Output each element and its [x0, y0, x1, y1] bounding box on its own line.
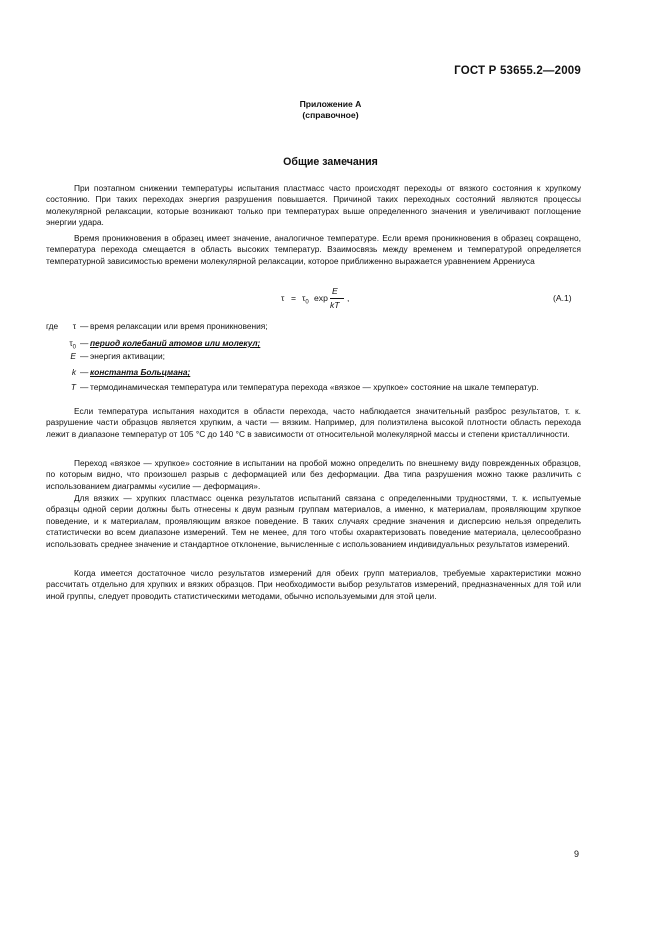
definition-symbol: τ	[72, 321, 76, 331]
formula-denominator: kT	[330, 300, 340, 310]
definition-symbol: k	[71, 367, 76, 377]
definition-text: период колебаний атомов или молекул;	[90, 338, 261, 348]
definition-dash: —	[80, 351, 89, 361]
paragraph-penetration-time: Время проникновения в образец имеет значение, аналогичное температуре. Если время проникновения в образец сокращено, температура перехода смещается в область высоких температур. Взаимосвязь между временем и температурой определяется температурной зависимостью времени молекулярной релаксации, которое приближенно выражается уравнением Аррениуса	[46, 233, 581, 266]
fraction-bar	[330, 298, 344, 299]
definition-text: время релаксации или время проникновения;	[90, 321, 268, 331]
annex-title: Приложение А	[299, 99, 362, 109]
paragraph-transitions: При поэтапном снижении температуры испытания пластмасс часто происходят переходы от вязкого состояния к хрупкому состоянию. При таких переходах энергия разрушения повышается. Причиной таких переходных состояний являются процессы молекулярной релаксации, которые возникают только при температурах выше определенного значения и увеличивают поглощение энергии удара.	[46, 183, 581, 228]
annex-note: (справочное)	[302, 110, 359, 120]
formula-lhs: τ	[281, 293, 285, 303]
page-number: 9	[574, 849, 580, 859]
formula-numerator: E	[332, 286, 338, 296]
definitions-list	[46, 321, 586, 391]
formula-exp: exp	[314, 293, 328, 303]
definitions-where: где	[46, 321, 59, 331]
formula-comma: ,	[347, 293, 350, 303]
definition-dash: —	[80, 338, 89, 348]
definition-dash: —	[80, 367, 89, 377]
paragraph-scatter: Если температура испытания находится в области перехода, часто наблюдается значительный разброс результатов, т. к. разрушение части образцов является хрупким, а части — вязким. Например, для полиэтилена высокой плотности область перехода лежит в диапазоне температур от 105 °С до 140 °С в зависимости от относительной молекулярной массы и степени кристалличности.	[46, 406, 581, 439]
paragraph-puncture-test: Переход «вязкое — хрупкое» состояние в испытании на пробой можно определить по внешнему виду поврежденных образцов, по которым видно, что произошел разрыв с деформацией или без деформации. Два типа разрушения можно также различить с использованием диаграммы «усилие — деформация».	[46, 458, 581, 491]
paragraph-statistics: Когда имеется достаточное число результатов измерений для обеих групп материалов, требуемые характеристики можно рассчитать отдельно для хрупких и вязких образцов. При необходимости выбор результатов измерений, предназначенных для той или иной группы, следует проводить статистическими методами, обычно используемыми для этой цели.	[46, 568, 581, 601]
definition-text: энергия активации;	[90, 351, 165, 361]
definition-item-temperature	[46, 382, 586, 408]
definition-symbol: $\tau_0$	[69, 338, 76, 351]
formula-tau0: $\tau_0$	[302, 293, 309, 306]
standard-designation: ГОСТ Р 53655.2—2009	[454, 65, 581, 77]
paragraph-evaluation: Для вязких — хрупких пластмасс оценка результатов испытаний связана с определенными трудностями, т. к. испытуемые образцы одной серии должны быть отнесены к двум разным группам материалов, а именно, к материалам, проявляющим хрупкое поведение, и к материалам, проявляющим вязкое поведение. В таких случаях средние значения и дисперсию нельзя определить статистически во всем диапазоне измерений. Тем не менее, для того чтобы охарактеризовать поведение материала, целесообразно использовать среднее значение и стандартное отклонение, вычисленные с использованием индивидуальных результатов измерений.	[46, 493, 581, 549]
definition-text: константа Больцмана;	[90, 367, 191, 377]
definition-dash: —	[80, 382, 89, 392]
definition-symbol: E	[70, 351, 76, 361]
definition-symbol: T	[70, 382, 76, 392]
formula-label: (А.1)	[553, 293, 572, 303]
definition-dash: —	[80, 321, 89, 331]
definition-text: термодинамическая температура или температура перехода «вязкое — хрупкое» состояние на шкале температур.	[90, 382, 539, 392]
formula-arrhenius	[0, 286, 661, 316]
formula-equals: =	[291, 293, 297, 303]
section-heading: Общие замечания	[283, 156, 378, 168]
